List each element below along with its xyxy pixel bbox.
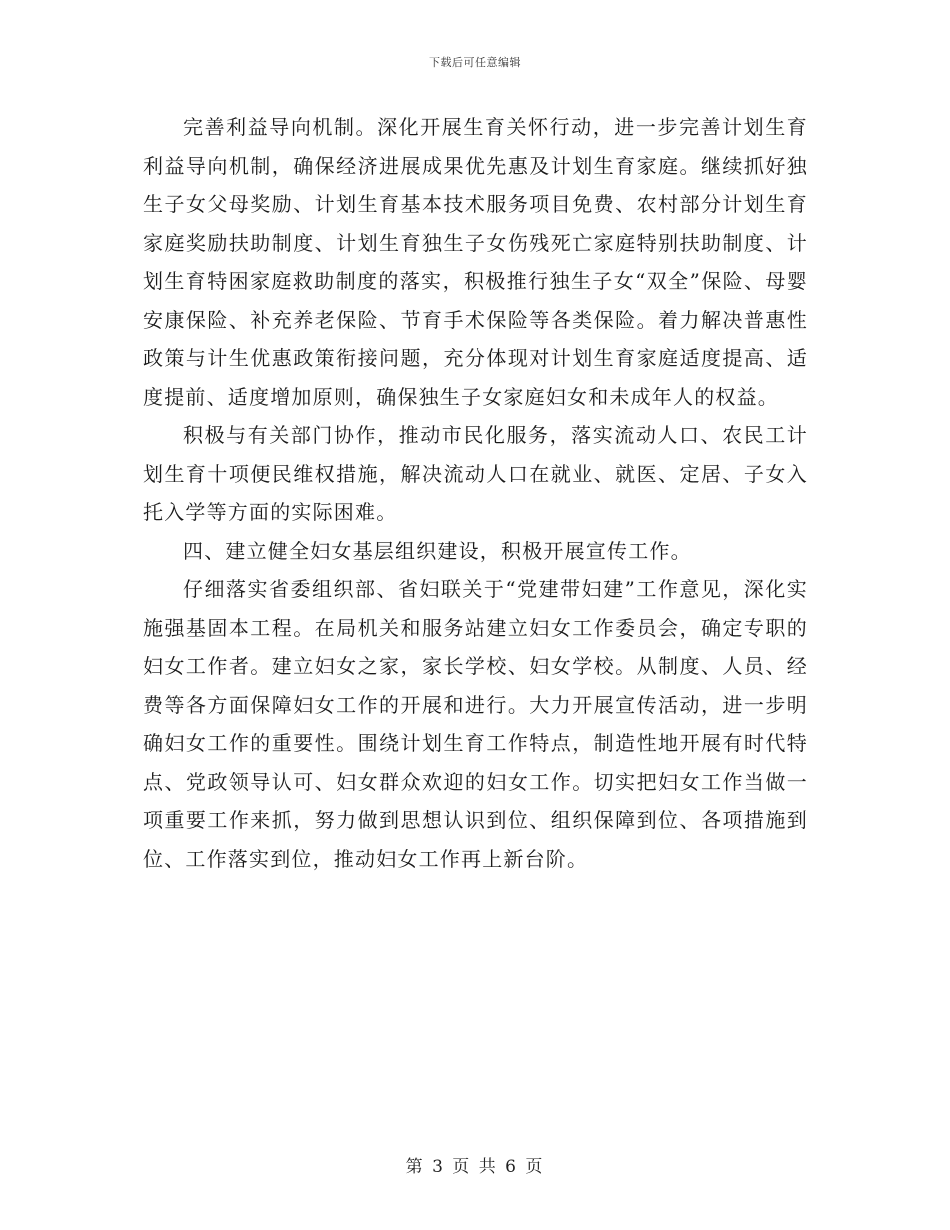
paragraph-incentive-mechanism: 完善利益导向机制。深化开展生育关怀行动，进一步完善计划生育利益导向机制，确保经济进展成果优先惠及计划生育家庭。继续抓好独生子女父母奖励、计划生育基本技术服务项目免费、农村部分计划生育家庭奖励扶助制度、计划生育独生子女伤残死亡家庭特别扶助制度、计划生育特困家庭救助制度的落实，积极推行独生子女“双全”保险、母婴安康保险、补充养老保险、节育手术保险等各类保险。着力解决普惠性政策与计生优惠政策衔接问题，充分体现对计划生育家庭适度提高、适度提前、适度增加原则，确保独生子女家庭妇女和未成年人的权益。 xyxy=(143,115,808,409)
page-number-footer: 第 3 页 共 6 页 xyxy=(405,1157,545,1177)
document-body xyxy=(143,108,808,878)
paragraph-migrant-services: 积极与有关部门协作，推动市民化服务，落实流动人口、农民工计划生育十项便民维权措施，解决流动人口在就业、就医、定居、子女入托入学等方面的实际困难。 xyxy=(143,423,808,524)
section-heading-womens-organization: 四、建立健全妇女基层组织建设，积极开展宣传工作。 xyxy=(183,538,692,563)
paragraph-womens-work: 仔细落实省委组织部、省妇联关于“党建带妇建”工作意见，深化实施强基固本工程。在局机关和服务站建立妇女工作委员会，确定专职的妇女工作者。建立妇女之家，家长学校、妇女学校。从制度、人员、经费等各方面保障妇女工作的开展和进行。大力开展宣传活动，进一步明确妇女工作的重要性。围绕计划生育工作特点，制造性地开展有时代特点、党政领导认可、妇女群众欢迎的妇女工作。切实把妇女工作当做一项重要工作来抓，努力做到思想认识到位、组织保障到位、各项措施到位、工作落实到位，推动妇女工作再上新台阶。 xyxy=(143,577,808,871)
page-header: 下载后可任意编辑 xyxy=(429,56,521,69)
